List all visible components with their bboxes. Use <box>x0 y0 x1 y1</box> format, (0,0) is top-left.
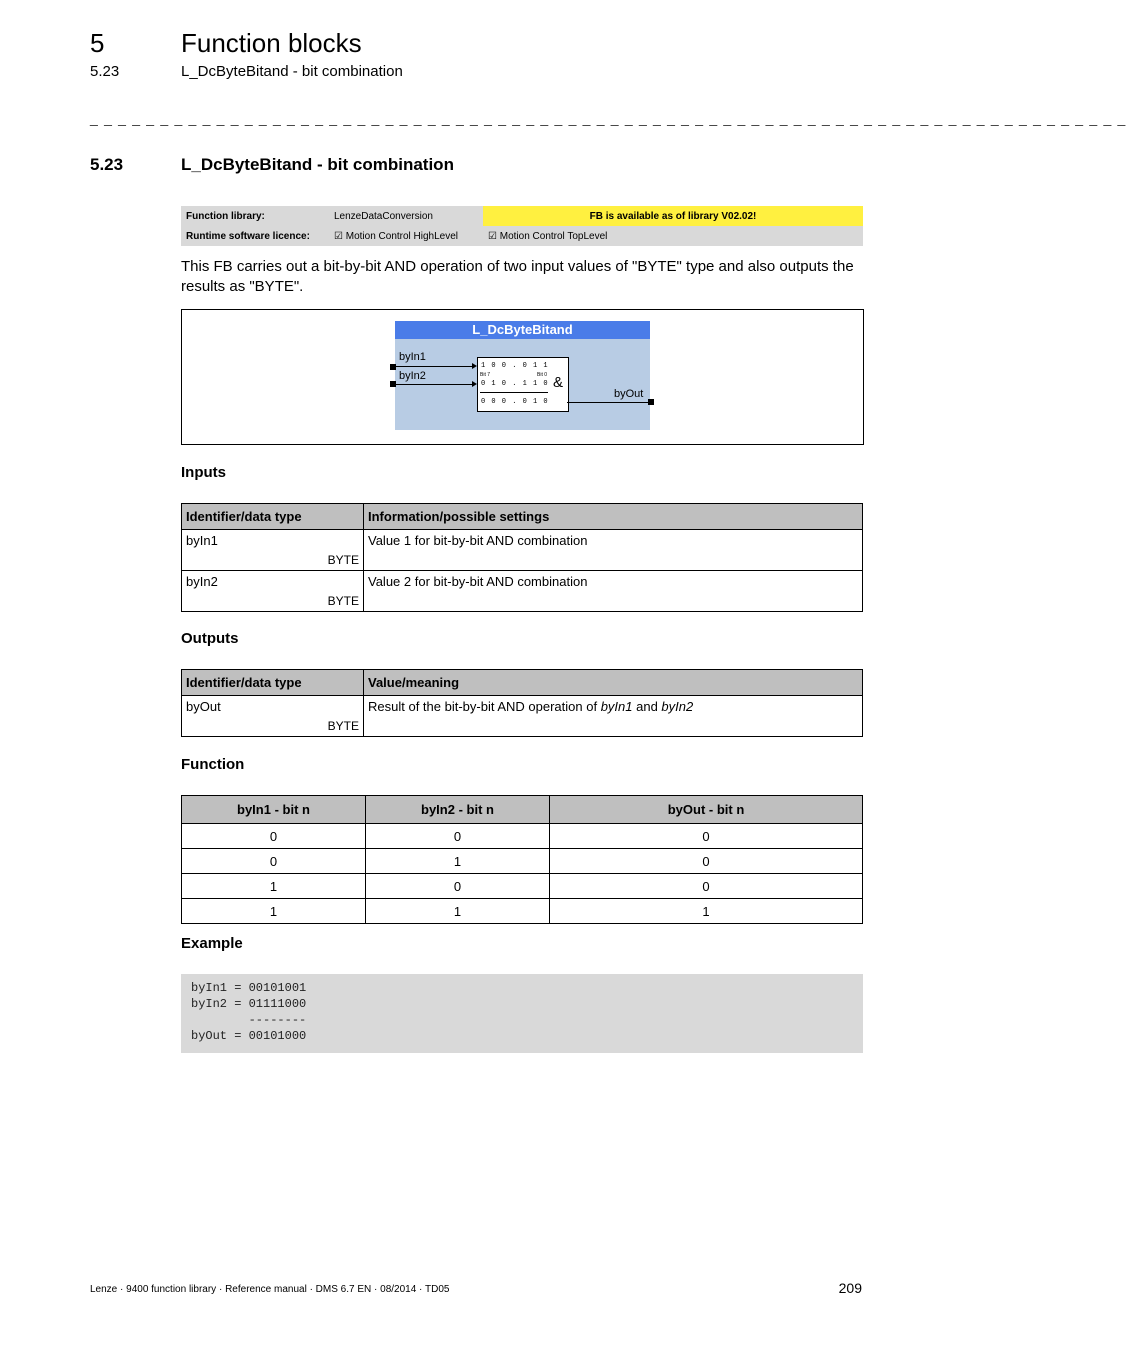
truth-cell: 0 <box>182 849 366 874</box>
table-header-row <box>182 796 863 824</box>
output-label: byOut <box>614 388 644 400</box>
info-in2: byIn2 <box>661 699 694 714</box>
table-row <box>182 849 863 874</box>
truth-cell: 1 <box>366 899 550 924</box>
input1-label: byIn1 <box>399 351 426 363</box>
truth-table <box>181 795 863 924</box>
table-row <box>182 571 863 612</box>
bits-row-3: 0 0 0 . 0 1 0 <box>481 398 549 406</box>
bits-row-2: 0 1 0 . 1 1 0 <box>481 380 549 388</box>
truth-col-in2: byIn2 - bit n <box>366 796 550 824</box>
truth-cell: 0 <box>366 874 550 899</box>
bits-row-1: 1 0 0 . 0 1 1 <box>481 362 549 370</box>
inputs-heading: Inputs <box>181 464 226 481</box>
info-in1: byIn1 <box>600 699 633 714</box>
data-type: BYTE <box>327 719 359 733</box>
output-wire <box>567 402 649 403</box>
truth-cell: 1 <box>182 899 366 924</box>
and-operator: & <box>553 374 564 391</box>
info-prefix: Result of the bit-by-bit AND operation of <box>368 699 601 714</box>
info-and: and <box>632 699 662 714</box>
availability-note: FB is available as of library V02.02! <box>483 206 863 226</box>
truth-cell: 0 <box>550 849 863 874</box>
truth-cell: 1 <box>366 849 550 874</box>
library-value: LenzeDataConversion <box>329 206 483 226</box>
truth-col-out: byOut - bit n <box>550 796 863 824</box>
library-info-table <box>181 206 863 246</box>
identifier: byIn2 <box>186 574 218 589</box>
identifier: byOut <box>186 699 221 714</box>
header-section-title: L_DcByteBitand - bit combination <box>181 63 403 80</box>
bit7-label: Bit 7 <box>480 372 491 378</box>
truth-cell: 0 <box>182 824 366 849</box>
example-code-block <box>181 974 863 1053</box>
info-cell <box>364 696 863 737</box>
outputs-col-value: Value/meaning <box>364 670 863 696</box>
chapter-number: 5 <box>90 28 105 58</box>
inputs-col-identifier: Identifier/data type <box>182 504 364 530</box>
identifier-cell <box>182 571 364 612</box>
identifier-cell <box>182 696 364 737</box>
inputs-col-info: Information/possible settings <box>364 504 863 530</box>
truth-cell: 0 <box>366 824 550 849</box>
table-header-row <box>182 504 863 530</box>
code-line: byIn1 = 00101001 <box>191 981 307 995</box>
code-line: byOut = 00101000 <box>191 1029 307 1043</box>
truth-cell: 0 <box>550 824 863 849</box>
identifier-cell <box>182 530 364 571</box>
bits-divider <box>480 392 548 393</box>
data-type: BYTE <box>327 594 359 608</box>
library-row <box>181 206 863 226</box>
table-row <box>182 824 863 849</box>
output-pin-dot <box>648 399 654 405</box>
identifier: byIn1 <box>186 533 218 548</box>
chapter-title: Function blocks <box>181 28 362 58</box>
bit0-label: Bit 0 <box>537 372 548 378</box>
outputs-table <box>181 669 863 737</box>
footer-text: Lenze · 9400 function library · Reference manual · DMS 6.7 EN · 08/2014 · TD05 <box>90 1284 450 1295</box>
input1-wire <box>396 366 472 367</box>
truth-cell: 1 <box>182 874 366 899</box>
data-type: BYTE <box>327 553 359 567</box>
outputs-col-identifier: Identifier/data type <box>182 670 364 696</box>
input2-label: byIn2 <box>399 370 426 382</box>
header-section-number: 5.23 <box>90 63 120 80</box>
table-row <box>182 530 863 571</box>
section-number: 5.23 <box>90 155 124 174</box>
code-line: -------- <box>191 1013 307 1027</box>
table-header-row <box>182 670 863 696</box>
section-title: L_DcByteBitand - bit combination <box>181 155 454 174</box>
function-heading: Function <box>181 756 245 773</box>
info-cell: Value 1 for bit-by-bit AND combination <box>364 530 863 571</box>
intro-paragraph: This FB carries out a bit-by-bit AND operation of two input values of "BYTE" type and also outputs the results as "BYTE". <box>181 258 854 295</box>
truth-cell: 0 <box>550 874 863 899</box>
table-row <box>182 899 863 924</box>
inputs-table <box>181 503 863 612</box>
header-separator: _ _ _ _ _ _ _ _ _ _ _ _ _ _ _ _ _ _ _ _ _ _ _ _ _ _ _ _ _ _ _ _ _ _ _ _ _ _ _ _ _ _ _ _ _ _ _ _ _ _ _ _ _ _ _ _ _ _ _ _ _ _ _ _ _ _ _ _ _ _ _ _ _ _ <box>90 110 1127 126</box>
info-cell: Value 2 for bit-by-bit AND combination <box>364 571 863 612</box>
licence-label: Runtime software licence: <box>181 226 329 246</box>
example-heading: Example <box>181 935 243 952</box>
input2-wire <box>396 384 472 385</box>
outputs-heading: Outputs <box>181 630 239 647</box>
licence-row <box>181 226 863 246</box>
licence-highlevel: ☑ Motion Control HighLevel <box>329 226 483 246</box>
library-label: Function library: <box>181 206 329 226</box>
table-row <box>182 696 863 737</box>
input1-pin-dot <box>390 364 396 370</box>
function-block-title: L_DcByteBitand <box>395 321 650 339</box>
licence-toplevel: ☑ Motion Control TopLevel <box>483 226 863 246</box>
truth-cell: 1 <box>550 899 863 924</box>
page-number: 209 <box>838 1280 862 1296</box>
truth-col-in1: byIn1 - bit n <box>182 796 366 824</box>
table-row <box>182 874 863 899</box>
code-line: byIn2 = 01111000 <box>191 997 307 1011</box>
